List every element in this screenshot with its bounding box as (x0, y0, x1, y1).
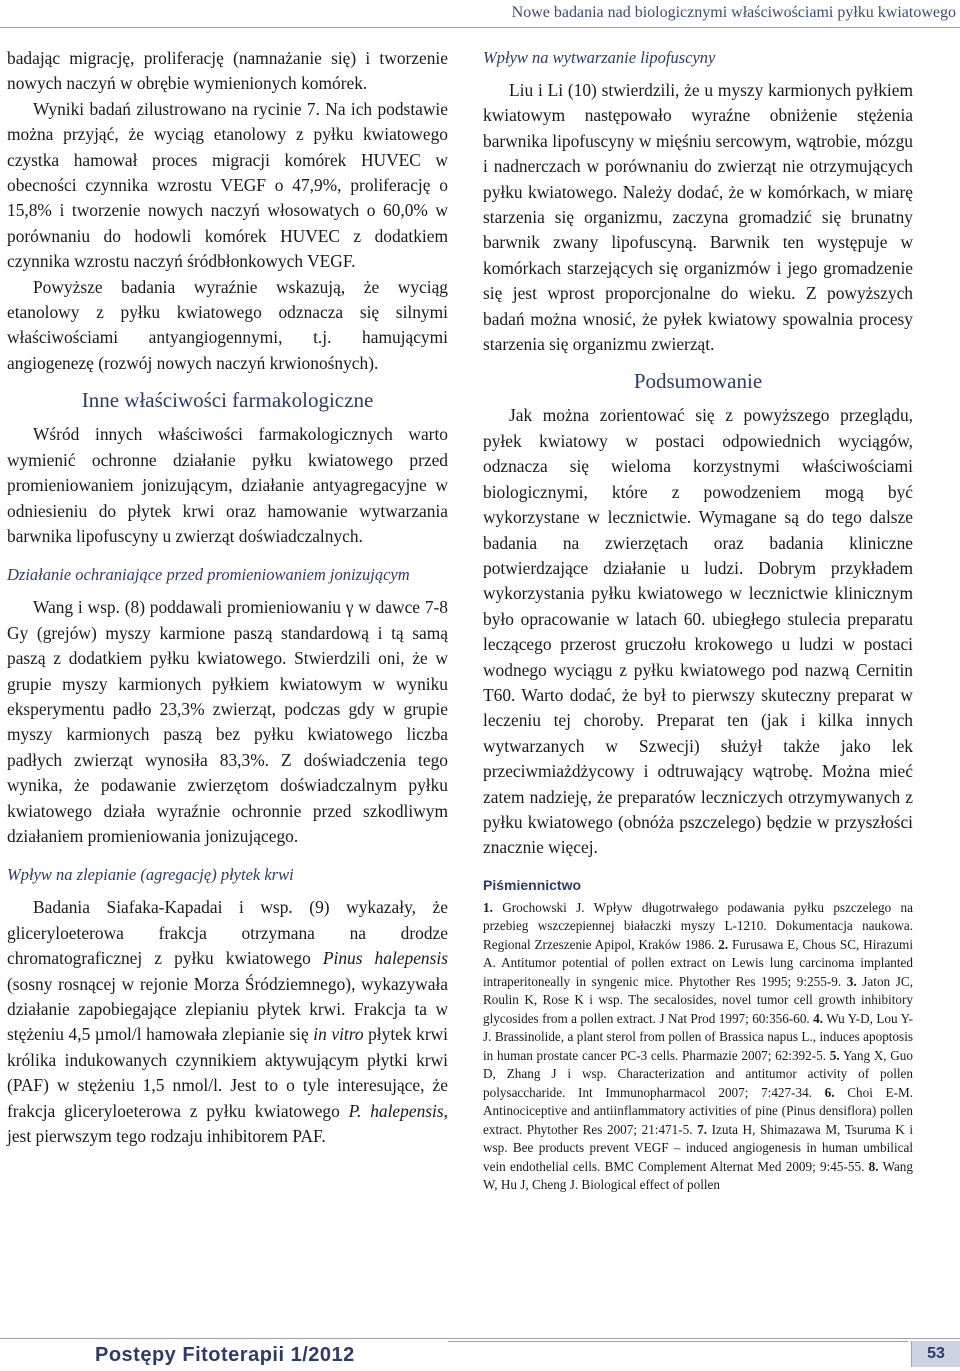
paragraph: badając migrację, proliferację (namnażanie się) i tworzenie nowych naczyń w obrębie wymienionych komórek. (7, 48, 448, 94)
text-run: (sosny rosnącej w rejonie Morza Śródziemnego), wykazywała działanie zapobiegające zlepianiu płytek krwi. Frakcja ta w stężeniu 4,5 µmol/l hamowała zlepianie się (7, 973, 448, 1045)
paragraph (7, 895, 448, 1149)
references-list (483, 899, 913, 1195)
reference-number: 1. (483, 899, 493, 915)
reference-text: Wu Y-D, Lou Y-J. Brassinolide, a plant sterol from pollen of Brassica napus L., induces apoptosis in human prostate cancer PC-3 cells. Pharmazie 2007; 62:392-5. (483, 1010, 913, 1063)
reference-text: Jaton JC, Roulin K, Rose K i wsp. The secalosides, novel tumor cell growth inhibitory glycosides from a pollen extract. J Nat Prod 1997; 60:356-60. (483, 973, 913, 1026)
reference-number: 5. (829, 1047, 840, 1063)
text-run: Badania Siafaka-Kapadai i wsp. (9) wykazały, że gliceryloeterowa frakcja otrzymana na drodze chromatograficznej z pyłku kwiatowego (7, 897, 448, 969)
footer-line (448, 1341, 908, 1368)
species-name: P. halepensis (348, 1100, 444, 1121)
footer-divider (0, 1338, 960, 1339)
paragraph: Wśród innych właściwości farmakologicznych warto wymienić ochronne działanie pyłku kwiatowego przed promieniowaniem jonizującym, działanie antyagregacyjne w odniesieniu do płytek krwi oraz hamowanie wytwarzania barwnika lipofuscyny u zwierząt doświadczalnych. (7, 424, 448, 546)
reference-text: Wang W, Hu J, Cheng J. Biological effect of pollen (483, 1158, 913, 1193)
subsection-heading: Wpływ na zlepianie (agregację) płytek krwi (7, 865, 294, 885)
latin-term: in vitro (313, 1024, 364, 1045)
page-number: 53 (911, 1341, 960, 1367)
reference-text: Choi E-M. Antinociceptive and antiinflammatory activities of pine (Pinus densiflora) pollen extract. Phytother Res 2007; 21:471-5. (483, 1084, 913, 1137)
paragraph: Wyniki badań zilustrowano na rycinie 7. Na ich podstawie można przyjąć, że wyciąg etanolowy z pyłku kwiatowego czystka hamował proces migracji komórek HUVEC w obecności czynnika wzrostu VEGF o 47,9%, proliferację o 15,8% i tworzenie nowych naczyń włosowatych o 60,0% w porównaniu do hodowli komórek HUVEC z dodatkiem czynnika wzrostu naczyń śródbłonkowych VEGF. (7, 98, 448, 272)
right-column (483, 46, 913, 1195)
reference-number: 6. (824, 1084, 835, 1100)
paragraph: Jak można zorientować się z powyższego przeglądu, pyłek kwiatowy w postaci odpowiednich wyciągów, odznacza się wieloma korzystnymi właściwościami biologicznymi, które z powodzeniem mogą być wykorzystane w lecznictwie. Wymagane są do tego dalsze badania na zwierzętach oraz badania kliniczne potwierdzające działanie u ludzi. Dobrym przykładem wykorzystania pyłku kwiatowego w lecznictwie klinicznym było opracowanie w latach 60. ubiegłego stulecia preparatu leczącego przerost gruczołu krokowego u ludzi w postaci wodnego wyciągu z pyłku kwiatowego pod nazwą Cernitin T60. Warto dodać, że był to pierwszy skuteczny preparat w leczeniu tej choroby. Preparat ten (jak i kilka innych wytwarzanych w Szwecji) służył także jako lek przeciwmiażdżycowy i odtruwający wątrobę. Można mieć zatem nadzieję, że preparatów leczniczych otrzymywanych z pyłku kwiatowego (obnóża pszczelego) będzie w przyszłości znacznie więcej. (483, 405, 913, 858)
reference-number: 2. (718, 936, 729, 952)
subsection-heading: Wpływ na wytwarzanie lipofuscyny (483, 48, 716, 67)
reference-text: Grochowski J. Wpływ długotrwałego podawania pyłku pszczelego na przebieg wszczepiennej białaczki myszy L-1210. Dokumentacja naukowa. Regional Zrzeszenie Apipol, Kraków 1986. (483, 899, 913, 952)
section-heading: Podsumowanie (633, 369, 763, 394)
reference-text: Furusawa E, Chous SC, Hirazumi A. Antitumor potential of pollen extract on Lewis lung carcinoma implanted intraperitoneally in syngenic mice. Phytother Res 1995; 9:255-9. (483, 936, 913, 989)
reference-number: 3. (846, 973, 857, 989)
header-divider (0, 27, 960, 28)
section-heading: Inne właściwości farmakologiczne (81, 388, 374, 413)
paragraph: Powyższe badania wyraźnie wskazują, że wyciąg etanolowy z pyłku kwiatowego odznacza się silnymi właściwościami antyangiogennymi, t.j. hamującymi angiogenezę (rozwój nowych naczyń krwionośnych). (7, 276, 448, 373)
text-run: , jest pierwszym tego rodzaju inhibitorem PAF. (7, 1100, 448, 1147)
reference-text: Izuta H, Shimazawa M, Tsuruma K i wsp. Bee products prevent VEGF – induced angiogenesis in human umbilical vein endothelial cells. BMC Complement Alternat Med 2009; 9:45-55. (483, 1121, 914, 1174)
references-heading: Piśmiennictwo (483, 876, 582, 893)
text-run: płytek krwi królika indukowanych czynnikiem aktywującym płytki krwi (PAF) w stężeniu 1,5 nmol/l. Jest to o tyle interesujące, że frakcja gliceryloeterowa z pyłku kwiatowego (7, 1024, 448, 1121)
reference-number: 4. (813, 1010, 824, 1026)
reference-number: 7. (697, 1121, 708, 1137)
journal-name: Postępy Fitoterapii 1/2012 (95, 1344, 355, 1366)
reference-number: 8. (868, 1158, 879, 1174)
subsection-heading: Działanie ochraniające przed promieniowaniem jonizującym (7, 565, 410, 585)
species-name: Pinus halepensis (322, 948, 448, 969)
running-header: Nowe badania nad biologicznymi właściwościami pyłku kwiatowego (511, 4, 956, 21)
paragraph: Liu i Li (10) stwierdzili, że u myszy karmionych pyłkiem kwiatowym następowało wyraźne obniżenie stężenia barwnika lipofuscyny w mięśniu sercowym, wątrobie, mózgu i nadnerczach w porównaniu do zwierząt nie otrzymujących pyłku kwiatowego. Należy dodać, że w komórkach, w miarę starzenia się organizmu, zaczyna gromadzić się brunatny barwnik zwany lipofuscyną. Barwnik ten występuje w komórkach starzejących się organizmów i jego gromadzenie się jest wprost proporcjonalne do wieku. Z powyższych badań można wnosić, że pyłek kwiatowy spowalnia procesy starzenia się organizmu zwierząt. (483, 80, 913, 355)
left-column (7, 46, 448, 1149)
paragraph: Wang i wsp. (8) poddawali promieniowaniu γ w dawce 7-8 Gy (grejów) myszy karmione paszą standardową i tą samą paszą z dodatkiem pyłku kwiatowego. Stwierdzili oni, że w grupie myszy karmionych pyłkiem kwiatowym w wyniku eksperymentu padło 23,3% zwierząt, podczas gdy w grupie myszy karmionych paszą bez pyłku kwiatowego liczba padłych zwierząt wynosiła 83,3%. Z doświadczenia tego wynika, że podawanie zwierzętom doświadczalnym pyłku kwiatowego działa wyraźnie ochronnie przed szkodliwym działaniem promieniowania jonizującego. (7, 597, 448, 846)
reference-text: Yang X, Guo D, Zhang J i wsp. Characterization and antitumor activity of pollen polysaccharide. Int Immunopharmacol 2007; 7:427-34. (483, 1047, 913, 1100)
